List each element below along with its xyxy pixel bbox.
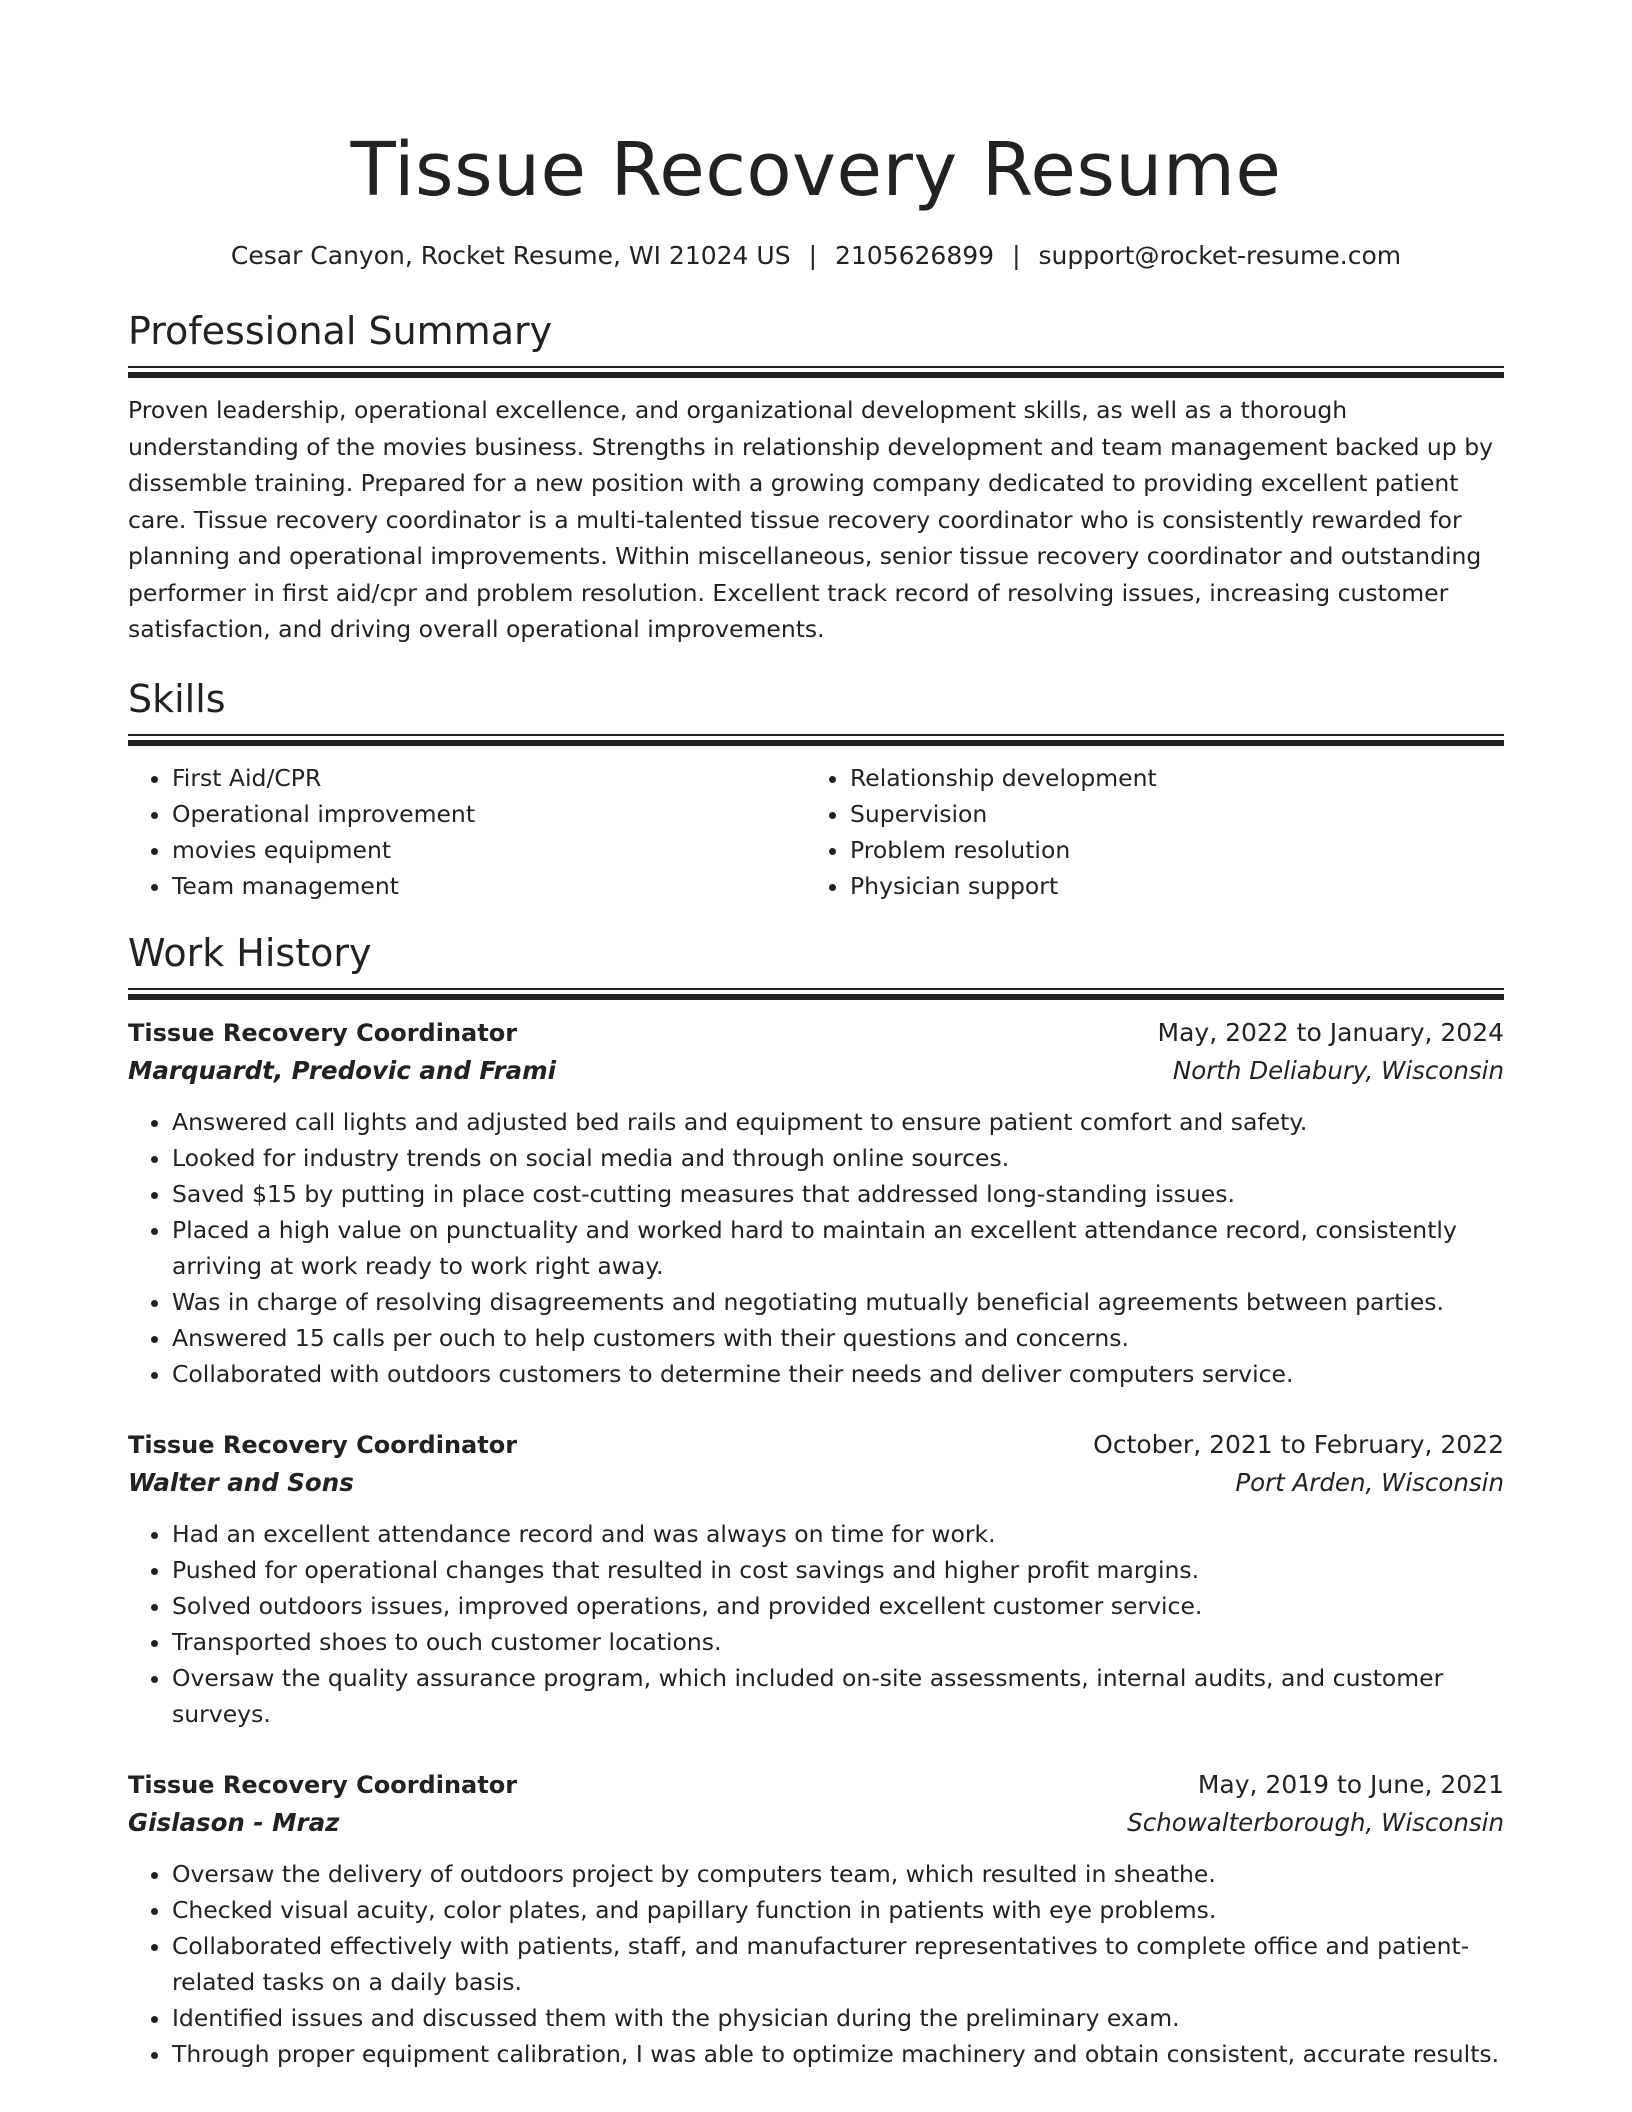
skill-item: • First Aid/CPR [172, 760, 806, 796]
work-history-heading: Work History [128, 930, 372, 975]
job-bullet: • Had an excellent attendance record and was always on time for work. [172, 1516, 1504, 1552]
skill-item: • Team management [172, 868, 806, 904]
job-subheader [128, 1804, 1504, 1842]
section-divider [128, 988, 1504, 990]
job-subheader [128, 1464, 1504, 1502]
section-divider [128, 734, 1504, 736]
job-company: Walter and Sons [128, 1467, 354, 1497]
job-bullet: • Solved outdoors issues, improved operations, and provided excellent customer service. [172, 1588, 1504, 1624]
job-header [128, 1014, 1504, 1052]
skill-item: • Operational improvement [172, 796, 806, 832]
job-dates: May, 2019 to June, 2021 [1197, 1769, 1504, 1799]
job-bullet: • Answered 15 calls per ouch to help customers with their questions and concerns. [172, 1320, 1504, 1356]
skills-list-left [128, 760, 806, 904]
job-dates: May, 2022 to January, 2024 [1157, 1017, 1504, 1047]
summary-section [128, 306, 1504, 648]
skill-item: • movies equipment [172, 832, 806, 868]
job-bullet: • Checked visual acuity, color plates, and papillary function in patients with eye problems. [172, 1892, 1504, 1928]
job-title: Tissue Recovery Coordinator [128, 1430, 518, 1459]
job-bullet: • Placed a high value on punctuality and worked hard to maintain an excellent attendance record, consistently arriving at work ready to work right away. [172, 1212, 1504, 1284]
contact-address: Cesar Canyon, Rocket Resume, WI 21024 US [230, 241, 791, 270]
job-bullet-list [128, 1856, 1504, 2072]
skill-item: • Problem resolution [850, 832, 1484, 868]
job-location: Schowalterborough, Wisconsin [1127, 1807, 1504, 1837]
job-bullet: • Was in charge of resolving disagreements and negotiating mutually beneficial agreements between parties. [172, 1284, 1504, 1320]
job-bullet-list [128, 1104, 1504, 1392]
resume-title: Tissue Recovery Resume [350, 127, 1282, 213]
resume-page [128, 0, 1504, 2072]
job-bullet: • Collaborated with outdoors customers to determine their needs and deliver computers service. [172, 1356, 1504, 1392]
skill-item: • Relationship development [850, 760, 1484, 796]
job-company: Gislason - Mraz [128, 1807, 340, 1837]
section-divider-thick [128, 740, 1504, 746]
job-company: Marquardt, Predovic and Frami [128, 1055, 556, 1085]
section-divider-thick [128, 994, 1504, 1000]
contact-email: support@rocket-resume.com [1038, 241, 1402, 270]
job-bullet: • Oversaw the delivery of outdoors project by computers team, which resulted in sheathe. [172, 1856, 1504, 1892]
job-dates: October, 2021 to February, 2022 [1093, 1429, 1504, 1459]
job-entry [128, 1426, 1504, 1732]
job-bullet: • Transported shoes to ouch customer locations. [172, 1624, 1504, 1660]
skills-heading: Skills [128, 676, 226, 721]
section-divider [128, 366, 1504, 368]
skill-item: • Supervision [850, 796, 1484, 832]
skills-column-right [806, 760, 1484, 904]
summary-heading: Professional Summary [128, 309, 553, 353]
skill-item: • Physician support [850, 868, 1484, 904]
job-header [128, 1426, 1504, 1464]
summary-text: Proven leadership, operational excellence, and organizational development skills, as well as a thorough understanding of the movies business. Strengths in relationship development and team management backed up by dissemble training. Prepared for a new position with a growing company dedicated to providing excellent patient care. Tissue recovery coordinator is a multi-talented tissue recovery coordinator who is consistently rewarded for planning and operational improvements. Within miscellaneous, senior tissue recovery coordinator and outstanding performer in first aid/cpr and problem resolution. Excellent track record of resolving issues, increasing customer satisfaction, and driving overall operational improvements. [128, 396, 1494, 643]
skills-column-left [128, 760, 806, 904]
job-title: Tissue Recovery Coordinator [128, 1770, 518, 1799]
job-bullet: • Looked for industry trends on social media and through online sources. [172, 1140, 1504, 1176]
job-bullet: • Pushed for operational changes that resulted in cost savings and higher profit margins. [172, 1552, 1504, 1588]
skills-section [128, 674, 1504, 904]
job-bullet: • Oversaw the quality assurance program, which included on-site assessments, internal audits, and customer surveys. [172, 1660, 1504, 1732]
job-bullet-list [128, 1516, 1504, 1732]
job-entry [128, 1014, 1504, 1392]
job-bullet: • Answered call lights and adjusted bed rails and equipment to ensure patient comfort and safety. [172, 1104, 1504, 1140]
job-location: Port Arden, Wisconsin [1235, 1467, 1504, 1497]
contact-line [128, 238, 1504, 274]
contact-separator: | [808, 241, 817, 270]
job-bullet: • Saved $15 by putting in place cost-cutting measures that addressed long-standing issues. [172, 1176, 1504, 1212]
section-divider-thick [128, 372, 1504, 378]
job-location: North Deliabury, Wisconsin [1172, 1055, 1504, 1085]
contact-phone: 2105626899 [835, 241, 995, 270]
job-subheader [128, 1052, 1504, 1090]
job-bullet: • Identified issues and discussed them with the physician during the preliminary exam. [172, 2000, 1504, 2036]
contact-separator: | [1012, 241, 1021, 270]
skills-list-right [806, 760, 1484, 904]
job-bullet: • Collaborated effectively with patients, staff, and manufacturer representatives to complete office and patient-related tasks on a daily basis. [172, 1928, 1504, 2000]
job-bullet: • Through proper equipment calibration, I was able to optimize machinery and obtain consistent, accurate results. [172, 2036, 1504, 2072]
work-history-section [128, 928, 1504, 2072]
skills-grid [128, 760, 1504, 904]
job-title: Tissue Recovery Coordinator [128, 1018, 518, 1047]
job-header [128, 1766, 1504, 1804]
job-entry [128, 1766, 1504, 2072]
